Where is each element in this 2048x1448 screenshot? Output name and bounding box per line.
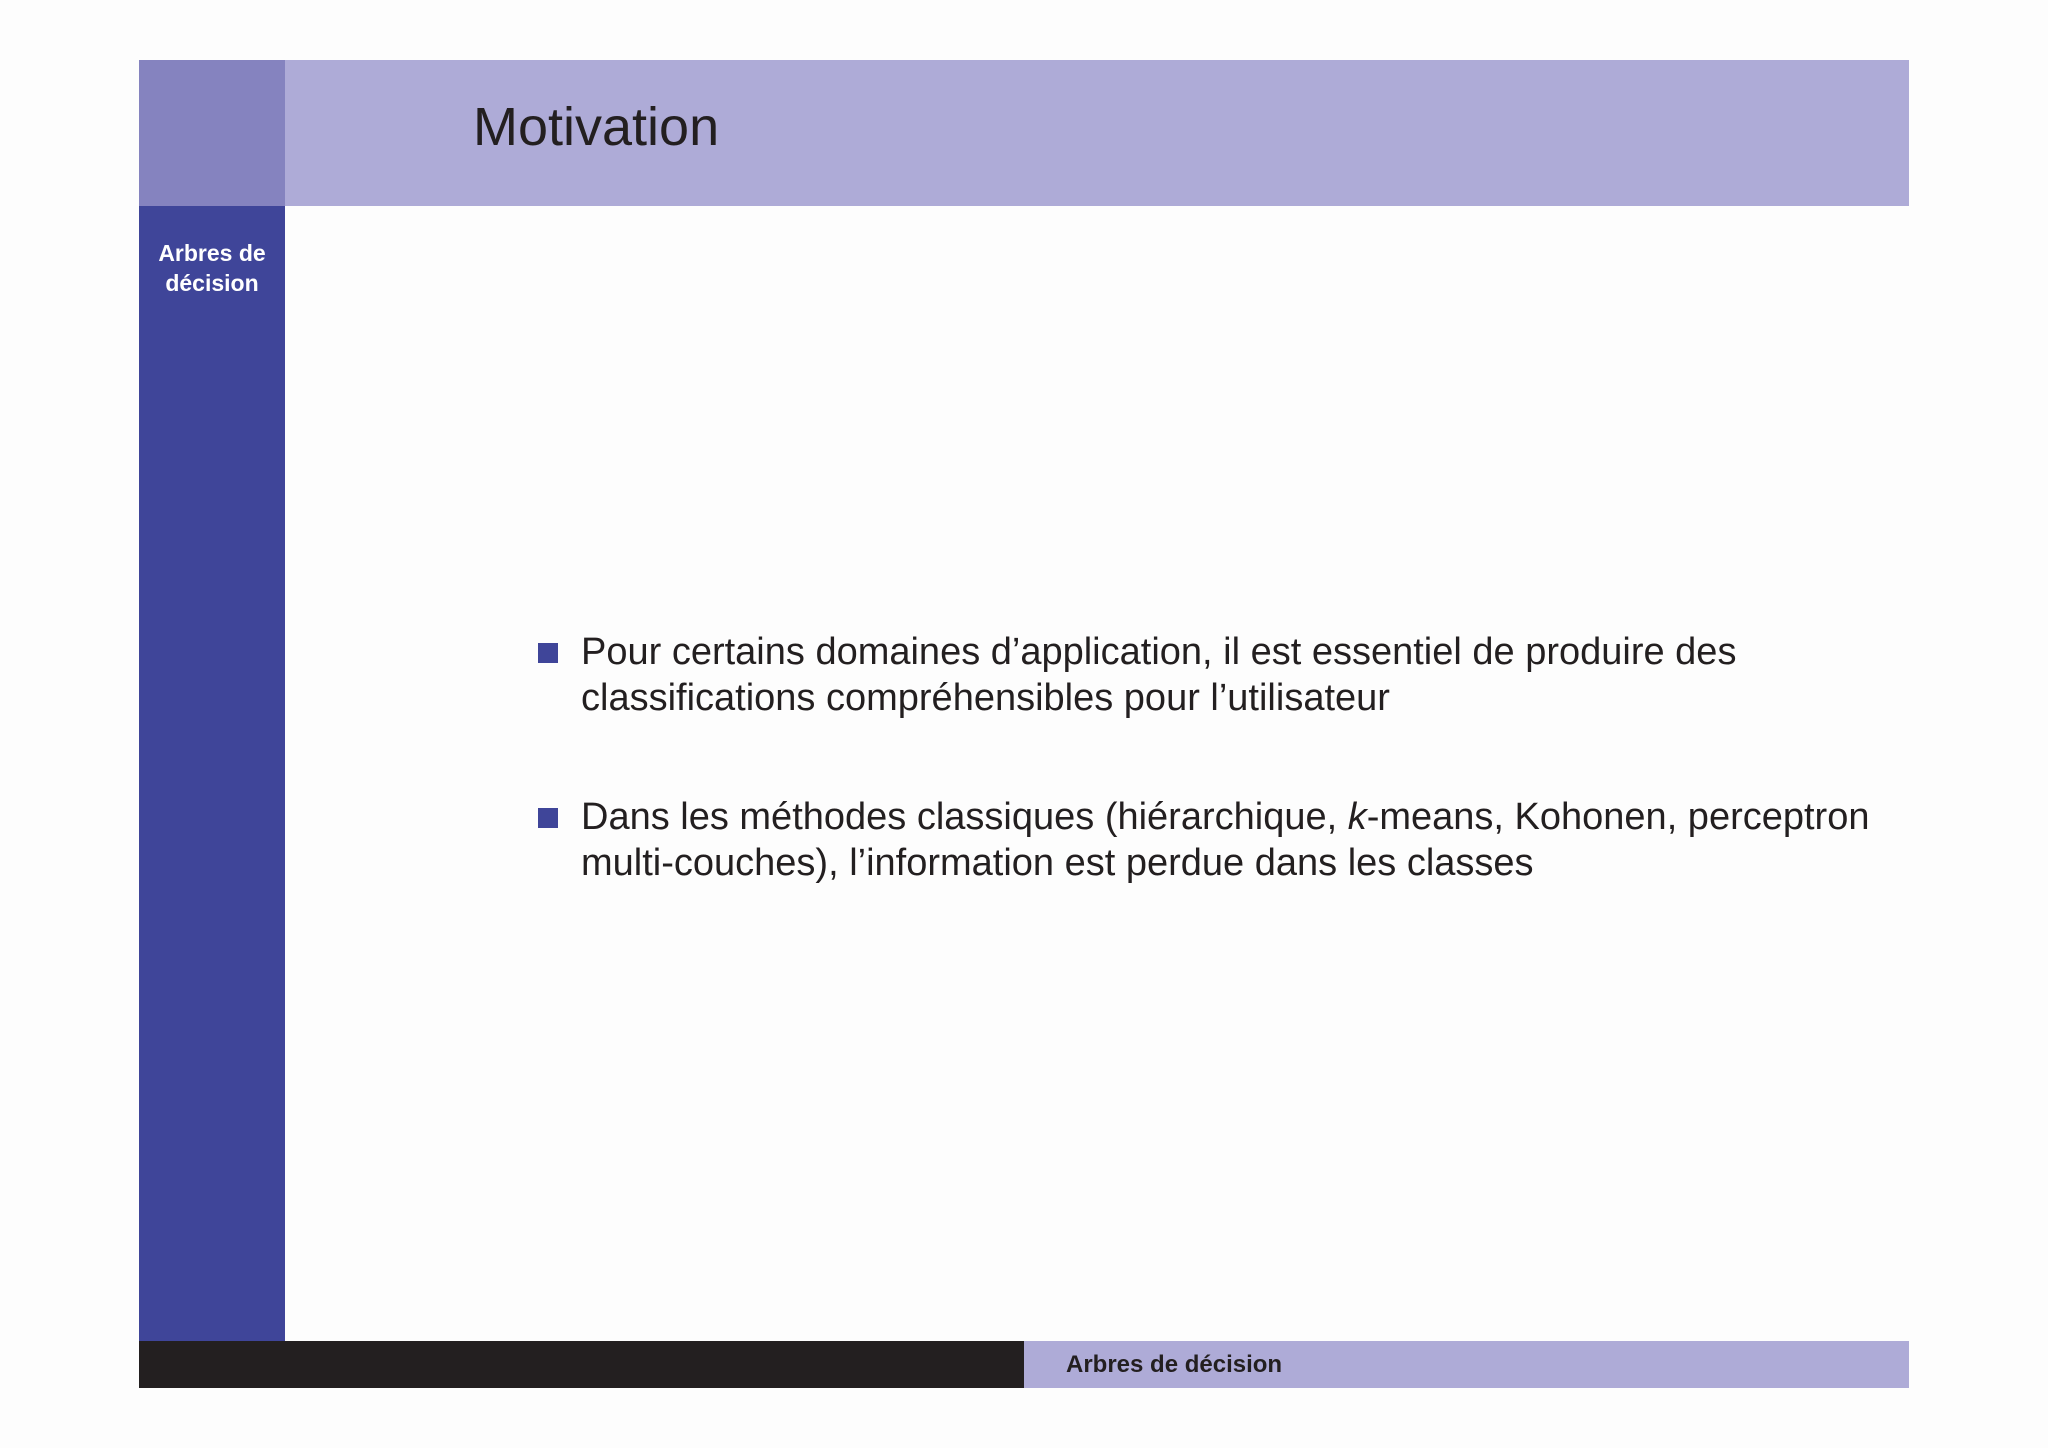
footer-right-bar <box>1024 1341 1909 1388</box>
bullet-text-after: -means, Kohonen, perceptron multi-couches), l’information est perdue dans les classes <box>581 796 1870 884</box>
square-bullet-icon <box>538 808 558 828</box>
footer-left-bar <box>139 1341 1024 1388</box>
sidebar <box>139 206 285 1341</box>
title-bar <box>285 60 1909 206</box>
sidebar-label-line2: décision <box>165 270 259 296</box>
content-area <box>285 206 1909 1341</box>
header-corner-block <box>139 60 285 206</box>
sidebar-label-line1: Arbres de <box>158 240 266 266</box>
slide <box>139 60 1909 1388</box>
bullet-text-italic: k <box>1347 796 1367 838</box>
square-bullet-icon <box>538 643 558 663</box>
sidebar-section-label[interactable] <box>139 238 285 298</box>
bullet-item <box>538 629 1938 721</box>
bullet-text: Pour certains domaines d’application, il est essentiel de produire des classifications compréhensibles pour l’utilisateur <box>581 631 1737 719</box>
bullet-item <box>538 794 1938 886</box>
bullet-text-before: Dans les méthodes classiques (hiérarchique, <box>581 796 1348 838</box>
bullet-text <box>581 796 1869 884</box>
page-title: Motivation <box>473 97 720 157</box>
footer-title[interactable]: Arbres de décision <box>1066 1351 1283 1378</box>
bullet-list <box>538 629 1938 959</box>
